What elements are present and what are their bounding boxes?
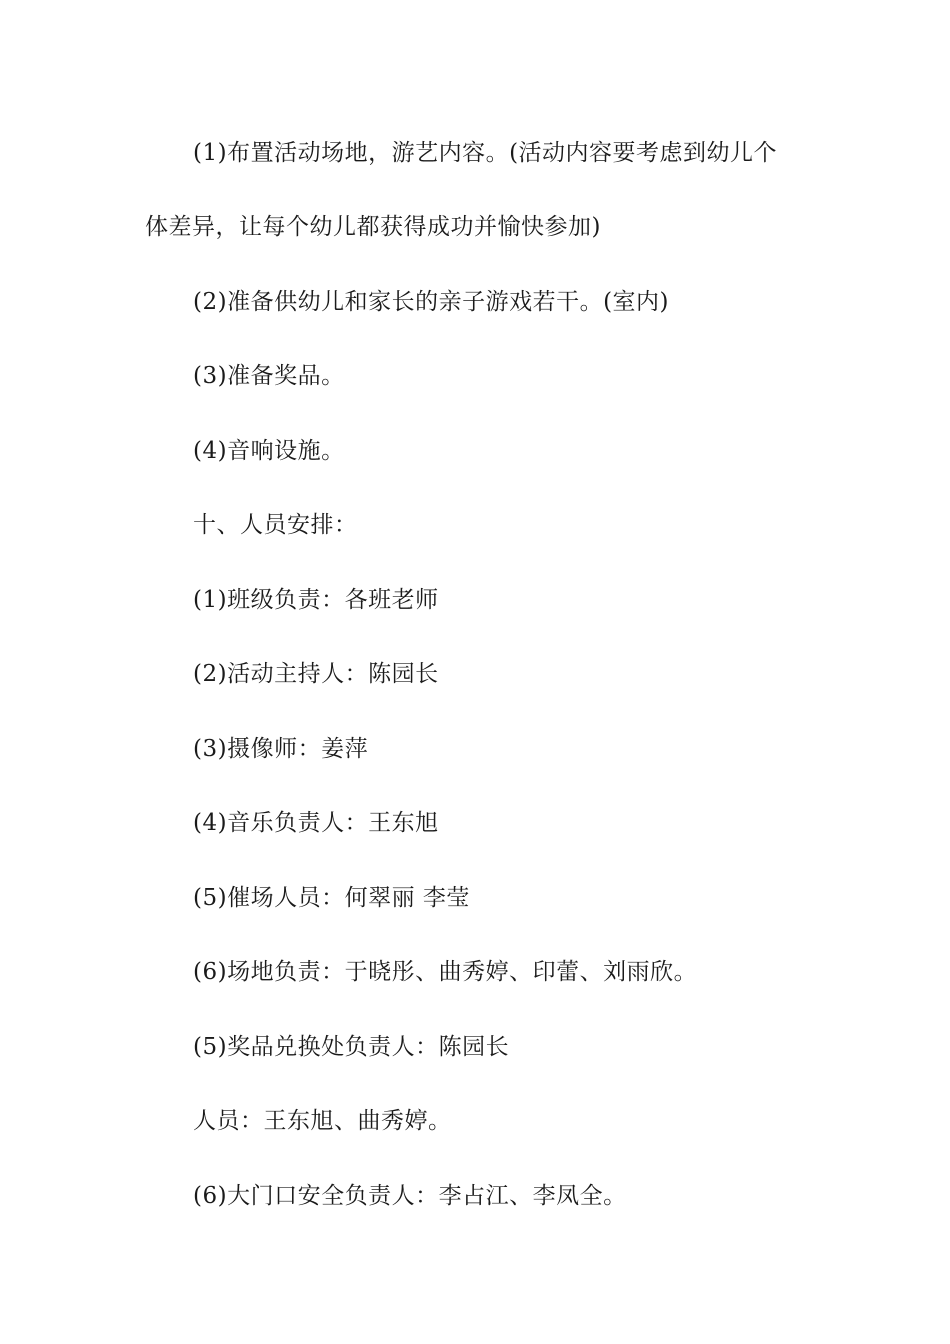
- paragraph-line: 人员：王东旭、曲秀婷。: [193, 1108, 452, 1134]
- section-heading: 十、人员安排：: [193, 512, 358, 538]
- paragraph-line: (1)布置活动场地，游艺内容。(活动内容要考虑到幼儿个: [193, 140, 778, 166]
- paragraph-line: (6)大门口安全负责人：李占江、李凤全。: [193, 1183, 627, 1209]
- paragraph-line: (6)场地负责：于晓彤、曲秀婷、印蕾、刘雨欣。: [193, 959, 698, 985]
- paragraph-line: (2)准备供幼儿和家长的亲子游戏若干。(室内): [193, 289, 670, 315]
- paragraph-line: (4)音响设施。: [193, 438, 345, 464]
- paragraph-line: (4)音乐负责人：王东旭: [193, 810, 439, 836]
- paragraph-line: (3)准备奖品。: [193, 363, 345, 389]
- paragraph-line: (5)催场人员：何翠丽 李莹: [193, 885, 470, 911]
- paragraph-line: 体差异，让每个幼儿都获得成功并愉快参加): [145, 214, 601, 240]
- paragraph-line: (2)活动主持人：陈园长: [193, 661, 439, 687]
- paragraph-line: (3)摄像师：姜萍: [193, 736, 369, 762]
- paragraph-line: (5)奖品兑换处负责人：陈园长: [193, 1034, 510, 1060]
- paragraph-line: (1)班级负责：各班老师: [193, 587, 439, 613]
